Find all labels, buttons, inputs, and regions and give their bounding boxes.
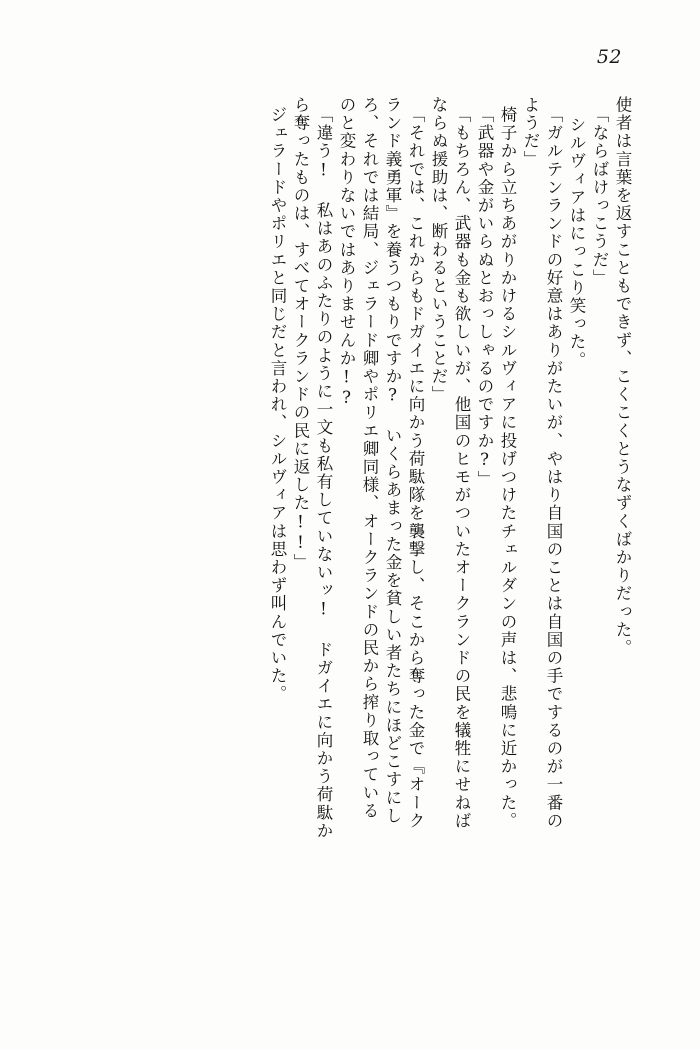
text-column: 使者は言葉を返すこともできず、こくこくとうなずくばかりだった。 [613,96,632,658]
text-column: ランド義勇軍』を養うつもりですか? いくらあまった金を貧しい者たちにほどこすにし [383,96,402,825]
text-column: 「ガルテンランドの好意はありがたいが、やはり自国のことは自国の手でするのが一番の [544,106,563,830]
text-column: のと変わりないではありませんか!? [337,96,356,409]
text-column: シルヴィアはにっこり笑った。 [567,116,586,370]
vertical-text-body [78,96,630,976]
text-column: ら奪ったものは、すべてオークランドの民に返した!!」 [291,96,310,572]
text-column: ようだ」 [521,96,540,169]
text-column: 「ならばけっこうだ」 [590,106,609,287]
text-column: ジェラードやポリエと同じだと言われ、シルヴィアは思わず叫んでいた。 [268,106,287,704]
text-column: 「武器や金がいらぬとおっしゃるのですか?」 [475,106,494,489]
page-number: 52 [596,46,622,68]
text-column: 「もちろん、武器も金も欲しいが、他国のヒモがついたオークランドの民を犠牲にせねば [452,106,471,830]
text-column: 椅子から立ちあがりかけるシルヴィアに投げつけたチェルダンの声は、悲鳴に近かった。 [498,106,517,830]
text-column: 「それでは、これからもドガイエに向かう荷駄隊を襲撃し、そこから奪った金で『オーク [406,106,425,830]
text-column: ならぬ援助は、断わるということだ」 [429,96,448,404]
text-column: 「違う! 私はあのふたりのように一文も私有していないッ! ドガイエに向かう荷駄か [314,106,333,840]
text-column: ろ、それでは結局、ジェラード卿やポリエ卿同様、オークランドの民から搾り取っている [360,96,379,820]
